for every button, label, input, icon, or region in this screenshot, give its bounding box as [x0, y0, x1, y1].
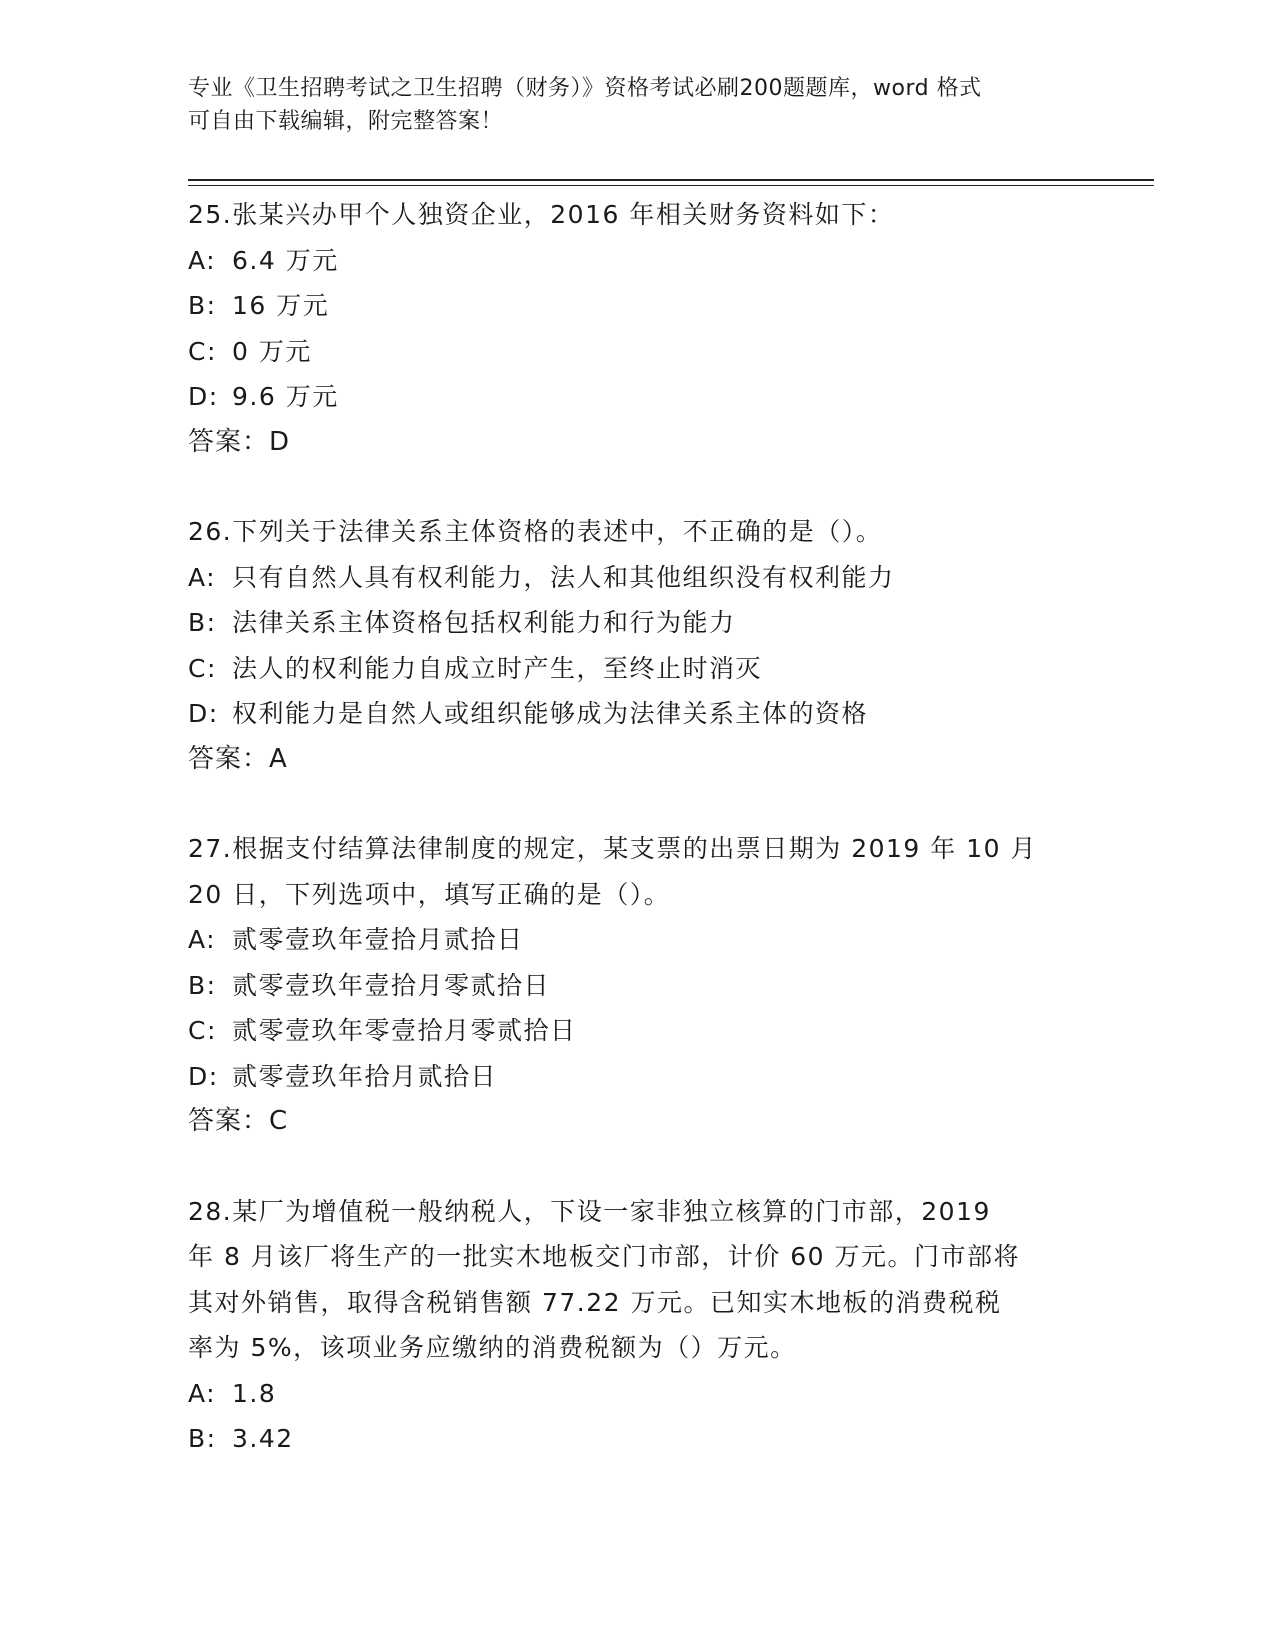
option-text: 1.8	[232, 1378, 277, 1408]
option-text: 只有自然人具有权利能力，法人和其他组织没有权利能力	[232, 562, 895, 592]
stem-line: 27.根据支付结算法律制度的规定，某支票的出票日期为 2019 年 10 月	[188, 834, 1037, 863]
option-letter: D:	[188, 1061, 219, 1091]
question-stem	[188, 826, 1088, 917]
option-letter: C:	[188, 336, 217, 366]
question-28	[188, 1189, 1088, 1462]
question-stem	[188, 1189, 1088, 1371]
option-letter: B:	[188, 970, 217, 1000]
question-stem	[188, 509, 1088, 555]
option-letter: A:	[188, 562, 217, 592]
option-text: 贰零壹玖年拾月贰拾日	[232, 1061, 498, 1091]
answer-line: 答案：C	[188, 1106, 289, 1136]
header-divider-thick	[188, 179, 1154, 181]
stem-line: 25.张某兴办甲个人独资企业，2016 年相关财务资料如下：	[188, 200, 895, 229]
question-25	[188, 192, 1088, 465]
option-letter: D:	[188, 382, 219, 411]
option-letter: B:	[188, 291, 217, 320]
document-header	[188, 72, 1088, 138]
question-26	[188, 509, 1088, 782]
option-text: 权利能力是自然人或组织能够成为法律关系主体的资格	[232, 699, 869, 728]
option-c	[188, 646, 1088, 692]
option-text: 法律关系主体资格包括权利能力和行为能力	[232, 608, 736, 637]
option-text: 贰零壹玖年壹拾月零贰拾日	[232, 970, 551, 1000]
answer-line: 答案：A	[188, 743, 288, 774]
option-b	[188, 963, 1088, 1009]
stem-line: 28.某厂为增值税一般纳税人，下设一家非独立核算的门市部，2019	[188, 1196, 991, 1226]
option-letter: C:	[188, 1016, 217, 1045]
header-divider-thin	[188, 185, 1154, 186]
option-letter: C:	[188, 653, 217, 683]
stem-line: 26.下列关于法律关系主体资格的表述中，不正确的是（）。	[188, 517, 883, 546]
option-text: 法人的权利能力自成立时产生，至终止时消灭	[232, 653, 763, 683]
stem-line: 率为 5%，该项业务应缴纳的消费税额为（）万元。	[188, 1333, 797, 1362]
option-text: 贰零壹玖年零壹拾月零贰拾日	[232, 1016, 577, 1045]
answer-line: 答案：D	[188, 426, 291, 457]
stem-line: 其对外销售，取得含税销售额 77.22 万元。已知实木地板的消费税税	[188, 1287, 1002, 1317]
option-b	[188, 600, 1088, 646]
option-b	[188, 1416, 1088, 1462]
option-c	[188, 329, 1088, 375]
option-letter: B:	[188, 1424, 217, 1453]
option-letter: D:	[188, 699, 219, 728]
header-line-2: 可自由下载编辑，附完整答案！	[188, 109, 504, 134]
option-letter: A:	[188, 245, 217, 275]
option-text: 9.6 万元	[232, 382, 339, 411]
option-d	[188, 1054, 1088, 1100]
option-letter: A:	[188, 1378, 217, 1408]
option-text: 6.4 万元	[232, 245, 339, 275]
question-stem	[188, 192, 1088, 238]
option-b	[188, 283, 1088, 329]
option-a	[188, 1371, 1088, 1417]
option-text: 16 万元	[232, 291, 330, 320]
option-d	[188, 374, 1088, 420]
option-letter: A:	[188, 925, 217, 954]
option-c	[188, 1008, 1088, 1054]
option-letter: B:	[188, 608, 217, 637]
option-text: 0 万元	[232, 336, 312, 366]
option-a	[188, 917, 1088, 963]
question-27	[188, 826, 1088, 1145]
option-a	[188, 555, 1088, 601]
option-text: 贰零壹玖年壹拾月贰拾日	[232, 925, 524, 954]
option-d	[188, 691, 1088, 737]
stem-line: 20 日，下列选项中，填写正确的是（）。	[188, 879, 671, 909]
header-line-1: 专业《卫生招聘考试之卫生招聘（财务）》资格考试必刷200题题库，word 格式	[188, 76, 982, 101]
option-a	[188, 238, 1088, 284]
stem-line: 年 8 月该厂将生产的一批实木地板交门市部，计价 60 万元。门市部将	[188, 1242, 1021, 1271]
question-list	[188, 192, 1088, 1506]
option-text: 3.42	[232, 1424, 294, 1453]
